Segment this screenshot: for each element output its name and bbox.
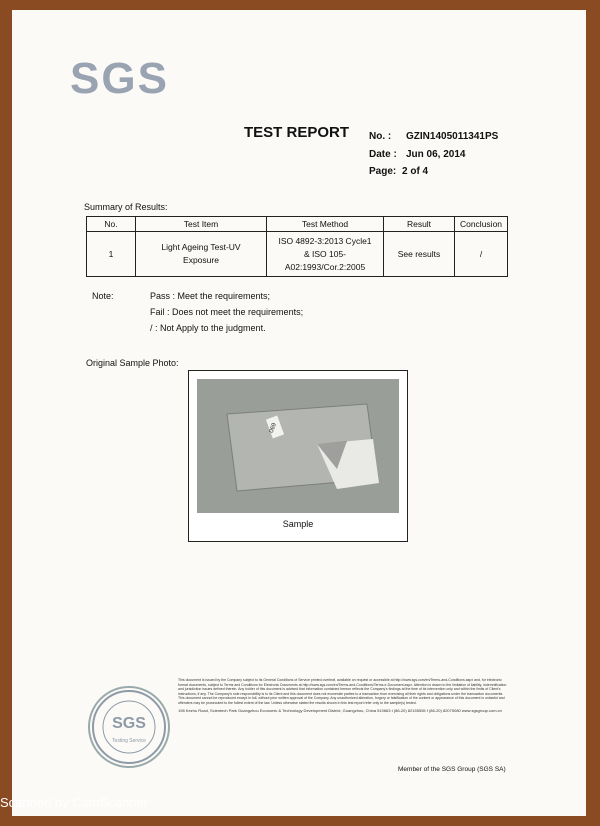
sample-photo	[197, 379, 399, 513]
report-number-label: No. :	[369, 131, 392, 142]
test-method-line: A02:1993/Cor.2:2005	[284, 261, 366, 272]
header-no: No.	[87, 217, 136, 232]
note-line: / : Not Apply to the judgment.	[150, 323, 266, 333]
note-label: Note:	[92, 291, 114, 301]
header-conclusion: Conclusion	[455, 217, 508, 232]
scanner-watermark: Scanned by CamScanner	[0, 795, 149, 810]
sgs-logo: SGS	[70, 54, 169, 103]
report-date-value: Jun 06, 2014	[406, 149, 466, 160]
cell-no: 1	[87, 232, 136, 277]
page-number-label: Page:	[369, 166, 397, 177]
cell-test-item	[136, 232, 267, 277]
disclaimer-text: This document is issued by the Company subject to its General Conditions of Service printed overleaf, available on request or accessible at http://www.sgs.com/en/Terms-and-Conditions.aspx and, for electronic format documents, subject to Terms and Conditions for Electronic Documents at http://www.sgs.com/en/Terms-and-Conditions/Terms-e-Document.aspx. Attention is drawn to the limitation of liability, indemnification and jurisdiction issues defined therein. Any holder of this document is advised that information contained hereon reflects the Company's findings at the time of its intervention only and within the limits of Client's instructions, if any. The Company's sole responsibility is to its Client and this document does not exonerate parties to a transaction from exercising all their rights and obligations under the transaction documents. This document cannot be reproduced except in full, without prior written approval of the Company. Any unauthorized alteration, forgery or falsification of the content or appearance of this document is unlawful and offenders may be prosecuted to the fullest extent of the law. Unless otherwise stated the results shown in this test report refer only to the sample(s) tested.	[178, 678, 507, 705]
table-header-row	[87, 217, 508, 232]
summary-label: Summary of Results:	[84, 202, 168, 212]
test-item-line: Light Ageing Test-UV	[161, 242, 241, 252]
cell-result: See results	[384, 232, 455, 277]
sample-tag-label: 069	[268, 422, 278, 434]
test-item-line: Exposure	[183, 255, 219, 265]
cell-conclusion: /	[455, 232, 508, 277]
stamp-logo: SGS	[112, 715, 146, 732]
note-line: Fail : Does not meet the requirements;	[150, 307, 304, 317]
report-date-label: Date :	[369, 149, 397, 160]
header-result: Result	[384, 217, 455, 232]
results-table	[86, 216, 508, 277]
photo-label: Original Sample Photo:	[86, 358, 179, 368]
header-test-item: Test Item	[136, 217, 267, 232]
note-line: Pass : Meet the requirements;	[150, 291, 271, 301]
sample-illustration	[197, 379, 399, 513]
sgs-stamp	[88, 686, 170, 768]
photo-caption: Sample	[282, 519, 314, 529]
header-test-method: Test Method	[267, 217, 384, 232]
photo-frame	[188, 370, 408, 542]
test-method-line: ISO 4892-3:2013 Cycle1	[278, 235, 372, 246]
member-line: Member of the SGS Group (SGS SA)	[398, 766, 506, 773]
document-page	[12, 10, 586, 816]
stamp-subtext: Testing Service	[112, 738, 146, 744]
test-method-line: & ISO 105-	[303, 248, 347, 259]
page-title: TEST REPORT	[244, 124, 350, 141]
page-number-value: 2 of 4	[402, 166, 429, 177]
company-address: 198 Kezhu Road, Scientech Park Guangzhou Economic & Technology Development District, Guangzhou, China 510663 t (86-20) 82155555 f (86-20) 82075080 www.sgsgroup.com.cn	[178, 707, 502, 713]
cell-test-method	[267, 232, 384, 277]
table-row	[87, 232, 508, 277]
legal-disclaimer	[178, 678, 508, 758]
report-number-value: GZIN1405011341PS	[406, 131, 499, 142]
